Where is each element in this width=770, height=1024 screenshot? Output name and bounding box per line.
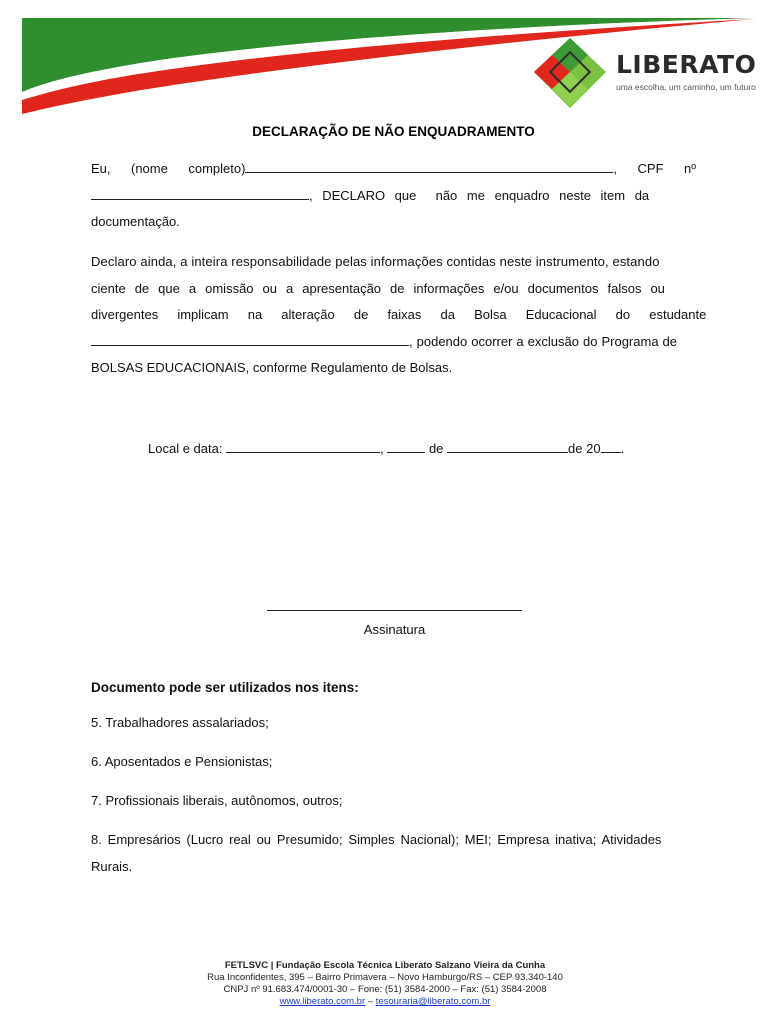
local-data-line: Local e data: , de de 20 . [148, 436, 624, 461]
name-blank[interactable] [245, 156, 613, 173]
local-blank[interactable] [226, 436, 380, 453]
logo-name: LIBERATO [616, 50, 757, 79]
word-nome: (nome [131, 161, 168, 176]
declaration-paragraph [91, 156, 696, 236]
para1-line2 [91, 183, 696, 210]
footer-address: Rua Inconfidentes, 395 – Bairro Primavera – Novo Hamburgo/RS – CEP 93.340-140 [207, 972, 563, 983]
para2-line2: ciente de que a omissão ou a apresentação de informações e/ou documentos falsos ou [91, 280, 665, 296]
word-cpf: CPF [637, 161, 664, 176]
day-blank[interactable] [387, 436, 425, 453]
logo-mark-icon [534, 36, 610, 110]
footer-org: FETLSVC | Fundação Escola Técnica Liberato Salzano Vieira da Cunha [224, 960, 546, 971]
word-eu: Eu, [91, 161, 111, 176]
liberato-logo [534, 36, 756, 110]
list-item: 6. Aposentados e Pensionistas; [91, 754, 273, 769]
month-blank[interactable] [447, 436, 568, 453]
footer-links: www.liberato.com.br – tesouraria@liberato.com.br [279, 996, 491, 1007]
email-link[interactable]: tesouraria@liberato.com.br [375, 996, 491, 1007]
responsibility-paragraph [91, 249, 707, 382]
website-link[interactable]: www.liberato.com.br [279, 996, 366, 1007]
para2-line3: divergentes implicam na alteração de faixas da Bolsa Educacional do estudante [91, 307, 707, 322]
signature-line[interactable] [267, 610, 522, 611]
para2-line1: Declaro ainda, a inteira responsabilidade pelas informações contidas neste instrumento, estando [91, 254, 660, 269]
list-heading: Documento pode ser utilizados nos itens: [91, 680, 359, 695]
para1-line3: documentação. [91, 214, 180, 229]
para1-line1 [91, 156, 696, 183]
logo-tagline: uma escolha, um caminho, um futuro [616, 82, 756, 92]
page-title: DECLARAÇÃO DE NÃO ENQUADRAMENTO [252, 124, 535, 139]
declaro-text: , DECLARO que não me enquadro neste item da [309, 187, 650, 203]
para2-line5: BOLSAS EDUCACIONAIS, conforme Regulamento de Bolsas. [91, 360, 453, 375]
list-item: 5. Trabalhadores assalariados; [91, 715, 269, 730]
footer-cnpj: CNPJ nº 91.683.474/0001-30 – Fone: (51) 3584-2000 – Fax: (51) 3584-2008 [223, 984, 547, 995]
cpf-blank[interactable] [91, 183, 309, 200]
list-item: 8. Empresários (Lucro real ou Presumido; Simples Nacional); MEI; Empresa inativa; Atividades [91, 832, 662, 847]
signature-label: Assinatura [363, 622, 426, 637]
word-no: nº [684, 161, 696, 176]
year-blank[interactable] [601, 436, 621, 453]
footer [0, 960, 770, 1008]
list-item: Rurais. [91, 859, 133, 874]
list-item: 7. Profissionais liberais, autônomos, outros; [91, 793, 343, 808]
name-field: completo) , [188, 156, 617, 183]
para2-line4: , podendo ocorrer a exclusão do Programa de [91, 329, 696, 356]
student-blank[interactable] [91, 329, 409, 346]
